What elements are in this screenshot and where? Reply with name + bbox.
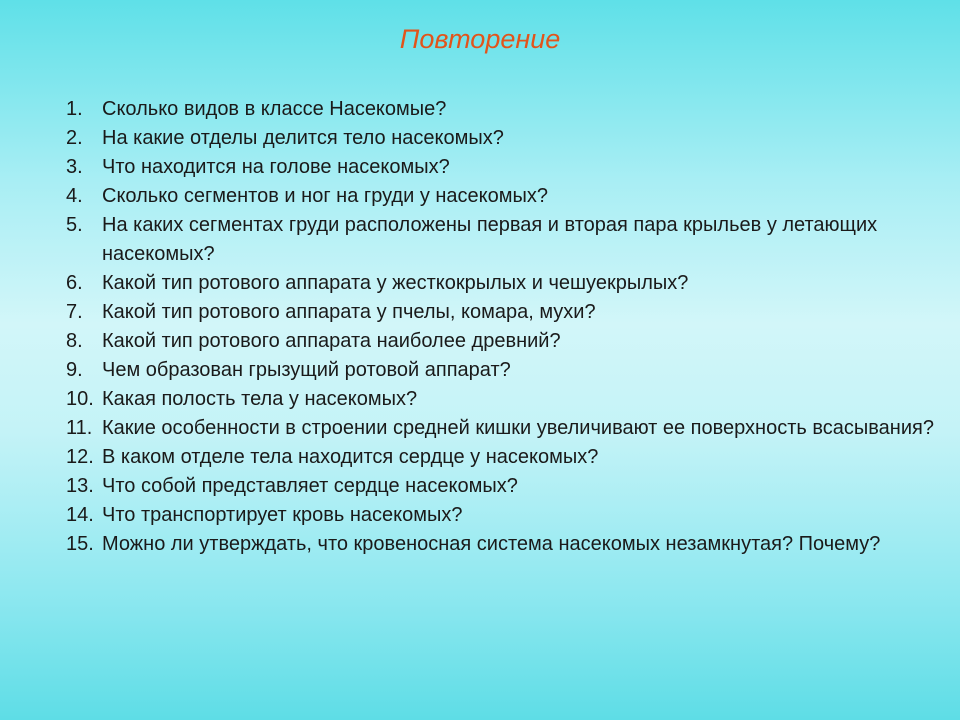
question-item xyxy=(66,472,936,501)
question-number: 9. xyxy=(66,359,83,381)
question-number: 14. xyxy=(66,504,94,526)
question-item xyxy=(66,414,936,443)
question-item xyxy=(66,327,936,356)
question-item xyxy=(66,443,936,472)
question-text: Чем образован грызущий ротовой аппарат? xyxy=(102,359,511,381)
question-text: Что транспортирует кровь насекомых? xyxy=(102,504,463,526)
question-item xyxy=(66,153,936,182)
question-list xyxy=(66,95,936,559)
question-item xyxy=(66,269,936,298)
question-item xyxy=(66,385,936,414)
question-number: 8. xyxy=(66,330,83,352)
question-number: 10. xyxy=(66,388,94,410)
question-number: 1. xyxy=(66,98,83,120)
question-text: Какой тип ротового аппарата у жесткокрылых и чешуекрылых? xyxy=(102,272,689,294)
question-text: Можно ли утверждать, что кровеносная система насекомых незамкнутая? Почему? xyxy=(102,533,881,555)
question-text: Какая полость тела у насекомых? xyxy=(102,388,418,410)
question-item xyxy=(66,501,936,530)
question-number: 5. xyxy=(66,214,83,236)
question-item xyxy=(66,356,936,385)
question-number: 7. xyxy=(66,301,83,323)
question-text: Сколько сегментов и ног на груди у насекомых? xyxy=(102,185,549,207)
question-text: Что собой представляет сердце насекомых? xyxy=(102,475,518,497)
question-number: 4. xyxy=(66,185,83,207)
question-number: 11. xyxy=(66,417,93,439)
question-text: Сколько видов в классе Насекомые? xyxy=(102,98,447,120)
question-number: 13. xyxy=(66,475,94,497)
question-text: Какие особенности в строении средней кишки увеличивают ее поверхность всасывания? xyxy=(102,417,934,439)
question-number: 15. xyxy=(66,533,94,555)
question-item xyxy=(66,124,936,153)
question-text: В каком отделе тела находится сердце у насекомых? xyxy=(102,446,599,468)
question-number: 3. xyxy=(66,156,83,178)
question-item xyxy=(66,95,936,124)
question-text: На каких сегментах груди расположены первая и вторая пара крыльев у летающих насекомых? xyxy=(102,214,878,265)
question-number: 12. xyxy=(66,446,94,468)
question-item xyxy=(66,530,936,559)
question-item xyxy=(66,211,936,269)
slide-title: Повторение xyxy=(399,24,561,54)
question-text: Какой тип ротового аппарата у пчелы, комара, мухи? xyxy=(102,301,596,323)
question-number: 2. xyxy=(66,127,83,149)
question-number: 6. xyxy=(66,272,83,294)
question-text: Какой тип ротового аппарата наиболее древний? xyxy=(102,330,561,352)
question-text: На какие отделы делится тело насекомых? xyxy=(102,127,504,149)
question-item xyxy=(66,182,936,211)
question-item xyxy=(66,298,936,327)
question-text: Что находится на голове насекомых? xyxy=(102,156,450,178)
